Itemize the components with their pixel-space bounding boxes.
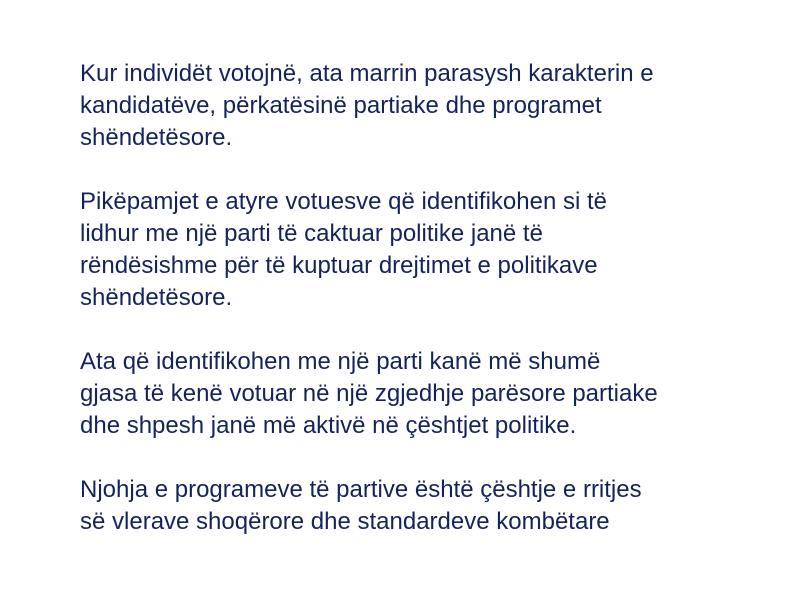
paragraph-party-programs: [80, 474, 770, 538]
text-line: Pikëpamjet e atyre votuesve që identifikohen si të: [80, 188, 607, 215]
text-line: rëndësishme për të kuptuar drejtimet e politikave: [80, 252, 598, 279]
text-line: Njohja e programeve të partive është çështje e rritjes: [80, 476, 642, 503]
text-line: shëndetësore.: [80, 124, 233, 151]
text-line: shëndetësore.: [80, 284, 233, 311]
text-line: dhe shpesh janë më aktivë në çështjet politike.: [80, 412, 577, 439]
body-text: [80, 58, 770, 570]
paragraph-voting-factors: [80, 58, 770, 154]
text-line: Kur individët votojnë, ata marrin parasysh karakterin e: [80, 60, 654, 87]
paragraph-party-identification: [80, 346, 770, 442]
text-line: lidhur me një parti të caktuar politike janë të: [80, 220, 543, 247]
text-line: gjasa të kenë votuar në një zgjedhje parësore partiake: [80, 380, 658, 407]
text-line: kandidatëve, përkatësinë partiake dhe programet: [80, 92, 602, 119]
paragraph-party-views: [80, 186, 770, 314]
text-line: së vlerave shoqërore dhe standardeve kombëtare: [80, 508, 610, 535]
text-line: Ata që identifikohen me një parti kanë më shumë: [80, 348, 601, 375]
